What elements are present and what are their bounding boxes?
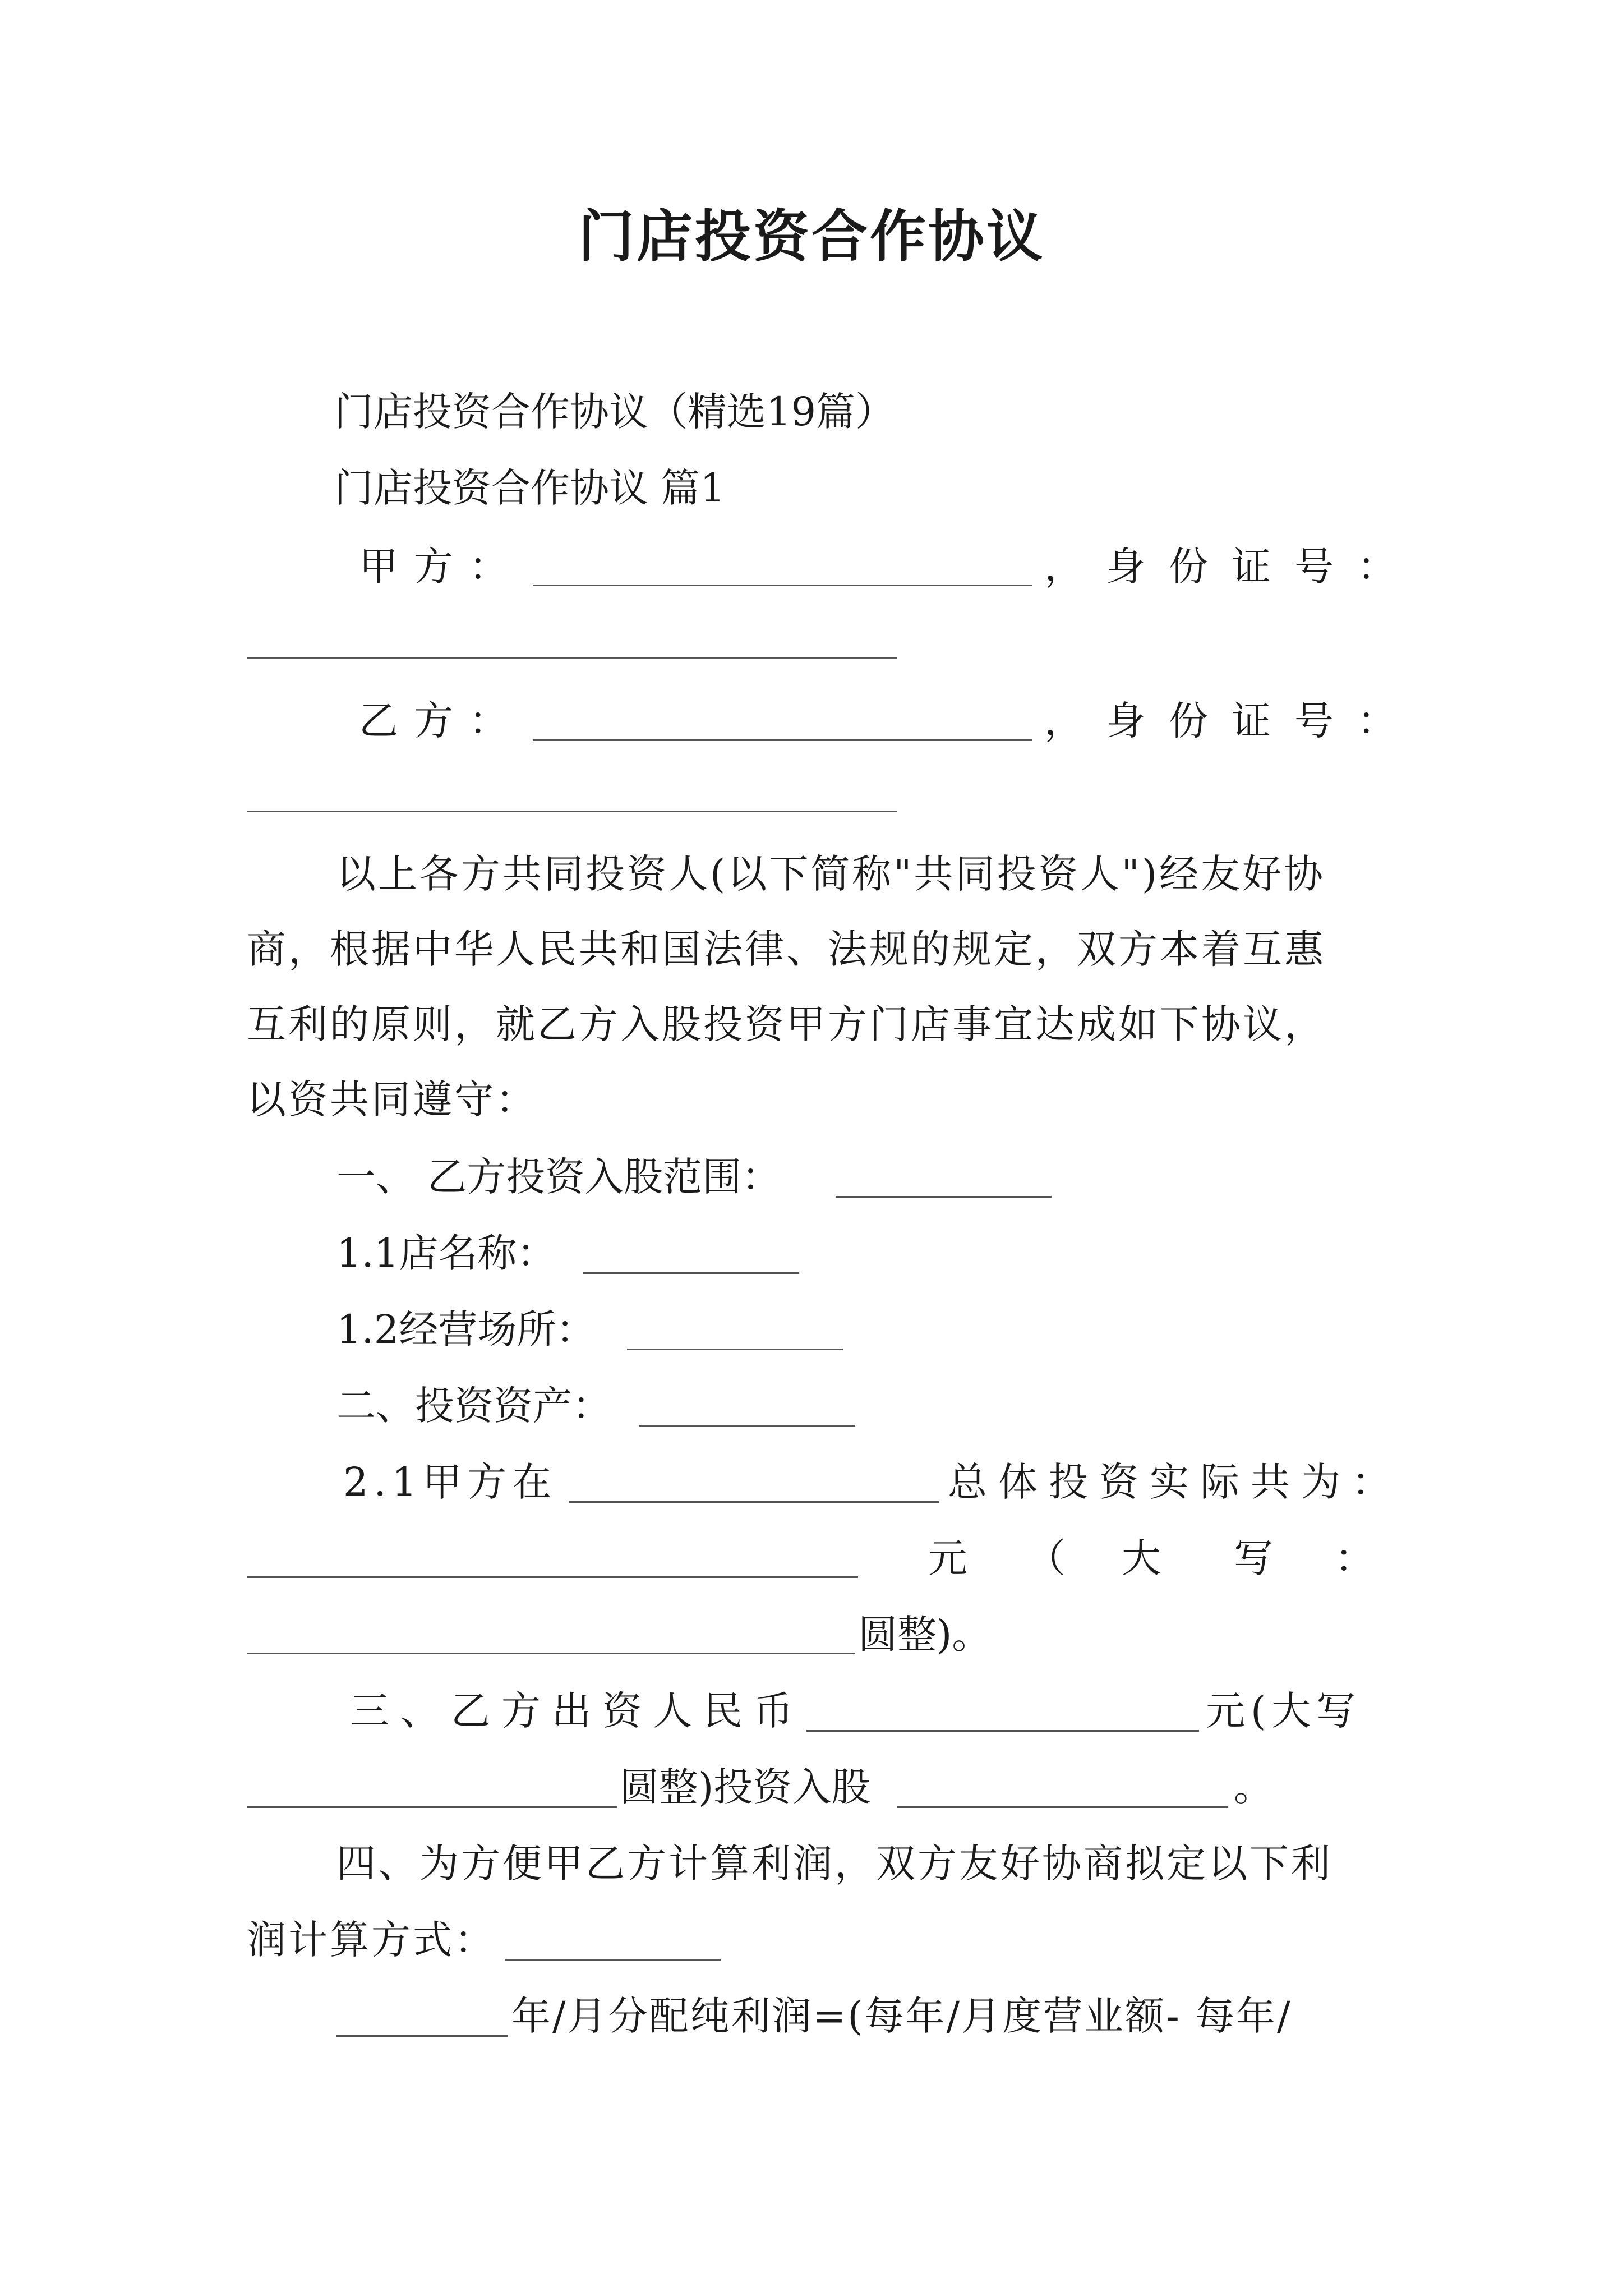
formula-line: 年/月分配纯利润=(每年/月度营业额- 每年/ [511,1993,1292,2039]
item-1-1: 1.1店名称： [336,1230,556,1276]
intro-line-1: 以上各方共同投资人(以下简称"共同投资人")经友好协 [336,851,1326,897]
item-3-capital-blank [247,1806,617,1808]
item-4-line-2: 润计算方式： [247,1917,496,1963]
item-2-blank [639,1425,855,1427]
party-b-name-blank [533,739,1032,741]
item-2-1-amount-blank [247,1576,858,1578]
item-2-1-close: 圆整)。 [858,1612,992,1658]
formula-period-blank [336,2035,508,2037]
item-2-1-open-paren: （ [1026,1535,1066,1581]
item-3-amount-blank [806,1730,1199,1732]
item-2-1-yuan: 元 [928,1535,967,1581]
item-3-yuan-daxie: 元(大写 [1206,1688,1362,1734]
intro-line-3: 互利的原则，就乙方入股投资甲方门店事宜达成如下协议， [247,1001,1326,1047]
party-a-id-blank [247,657,897,659]
item-1-2: 1.2经营场所： [336,1306,596,1352]
item-2-1-colon: ： [1335,1535,1374,1581]
party-a-name-blank [533,585,1032,586]
item-1-blank [836,1196,1052,1198]
item-4-line-1: 四、为方便甲乙方计算利润，双方友好协商拟定以下利 [336,1841,1332,1887]
item-1-2-blank [627,1349,843,1350]
item-2-1-lead: 2.1甲方在 [343,1459,557,1505]
item-3-lead: 三、乙方出资人民币 [350,1688,804,1734]
item-3-end: 。 [1234,1764,1273,1810]
intro-line-4: 以资共同遵守： [247,1076,537,1122]
document-title: 门店投资合作协议 [578,204,1045,269]
party-a-comma: ， [1044,544,1083,590]
item-1: 一、 乙方投资入股范围： [336,1154,781,1200]
section-heading: 门店投资合作协议 篇1 [334,465,725,511]
item-4-blank [505,1959,721,1961]
item-2-1-capital-blank [247,1653,855,1654]
party-b-id-blank [247,811,897,812]
item-2-1-da: 大 [1122,1535,1161,1581]
party-b-id-label: 身份证号： [1106,698,1420,744]
subtitle: 门店投资合作协议（精选19篇） [334,389,895,435]
item-2: 二、投资资产： [336,1383,611,1429]
item-2-1-location-blank [569,1501,939,1503]
party-b-comma: ， [1044,698,1083,744]
item-2-1-tail: 总体投资实际共为： [948,1459,1402,1505]
item-2-1-xie: 写 [1234,1535,1273,1581]
item-3-stake-blank [897,1806,1228,1808]
item-1-1-blank [583,1272,799,1274]
intro-line-2: 商，根据中华人民共和国法律、法规的规定，双方本着互惠 [247,926,1326,972]
party-a-label: 甲方： [359,544,524,590]
item-3-yuanzheng: 圆整)投资入股 [620,1764,871,1810]
party-b-label: 乙方： [359,698,524,744]
party-a-id-label: 身份证号： [1106,544,1420,590]
